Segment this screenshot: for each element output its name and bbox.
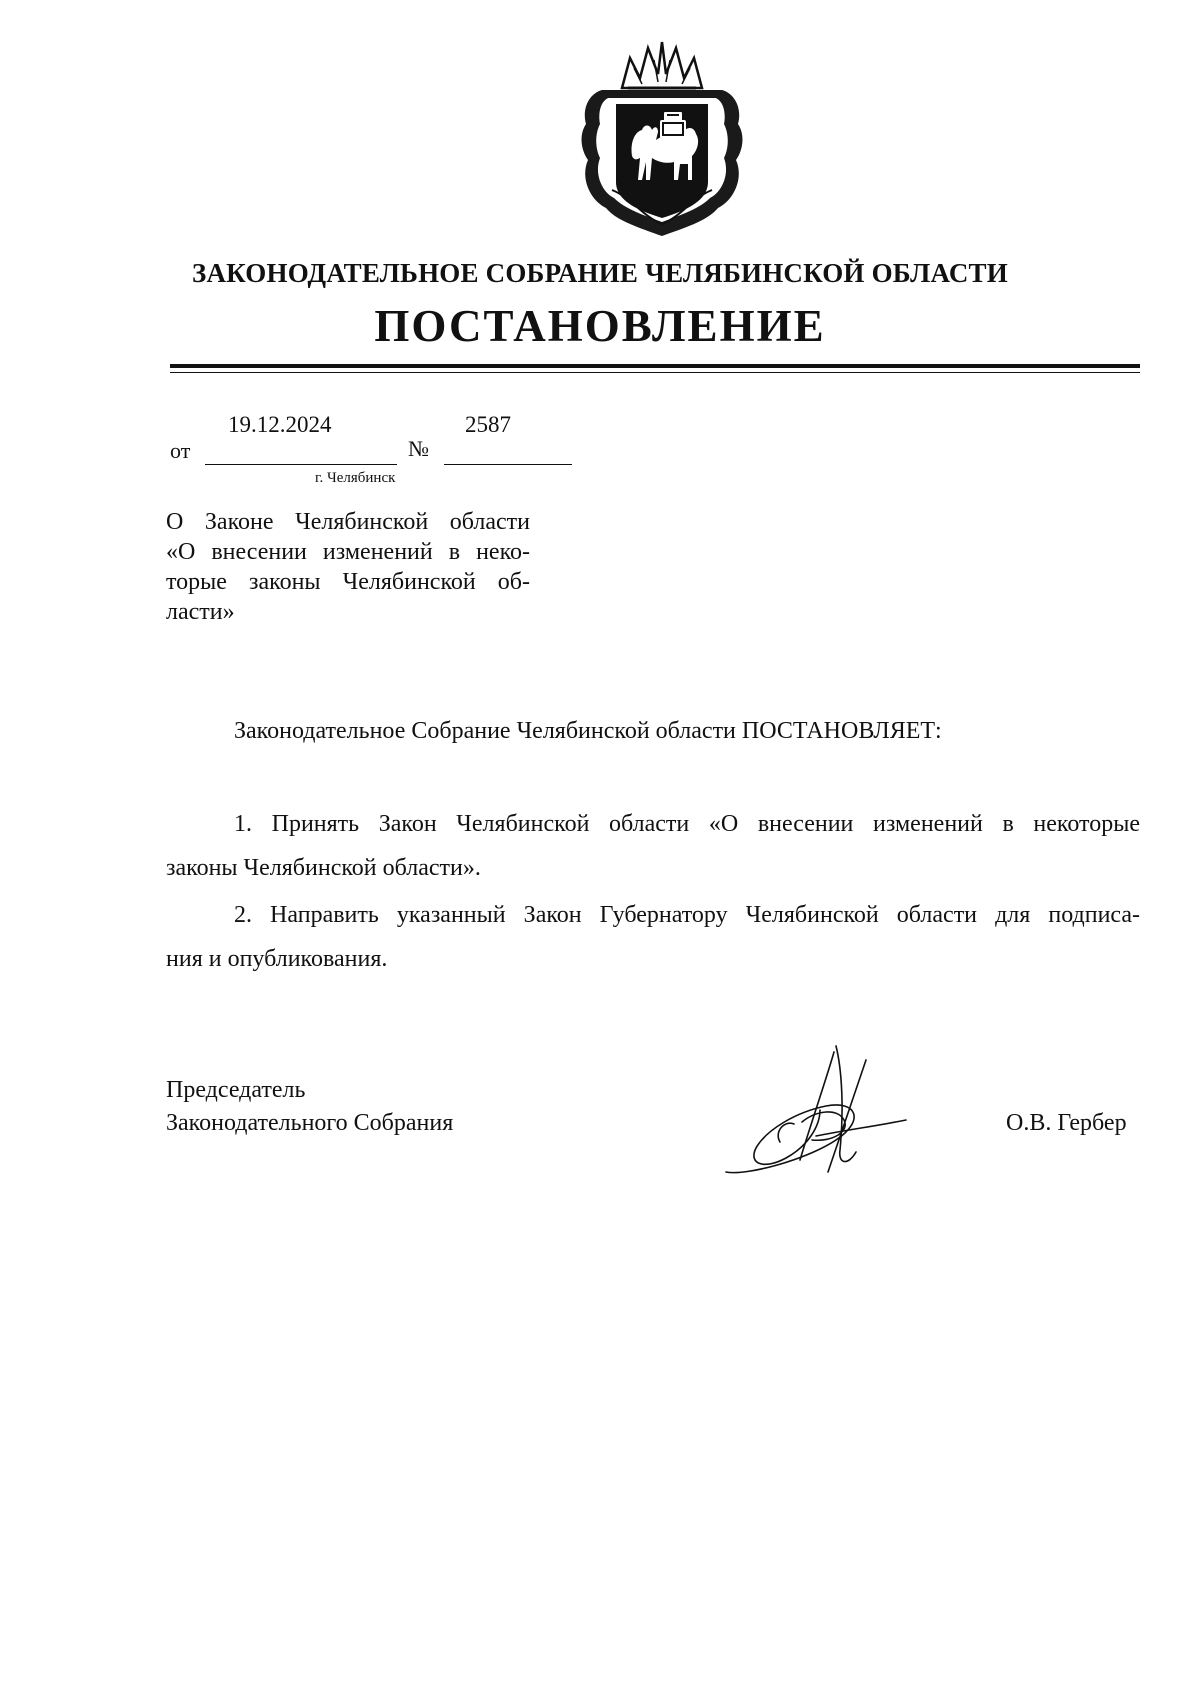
item-2-line-1: 2. Направить указанный Закон Губернатору Челябинской области для подписа- bbox=[234, 902, 1140, 928]
handwritten-signature bbox=[716, 1040, 926, 1180]
date-underline bbox=[205, 464, 397, 465]
signatory-title-line-2: Законодательного Собрания bbox=[166, 1110, 454, 1136]
date-label: от bbox=[170, 438, 191, 463]
document-subject bbox=[166, 507, 530, 627]
document-date: 19.12.2024 bbox=[228, 412, 332, 437]
item-2-line-2: ния и опубликования. bbox=[166, 946, 388, 972]
subject-line: О Законе Челябинской области bbox=[166, 509, 530, 535]
header-rule-thin bbox=[170, 372, 1140, 373]
document-city: г. Челябинск bbox=[315, 470, 396, 486]
preamble-text: Законодательное Собрание Челябинской области ПОСТАНОВЛЯЕТ: bbox=[234, 718, 942, 744]
number-label: № bbox=[408, 436, 429, 461]
item-1-line-1: 1. Принять Закон Челябинской области «О внесении изменений в некоторые bbox=[234, 811, 1140, 837]
document-number: 2587 bbox=[465, 412, 511, 437]
item-1-line-2: законы Челябинской области». bbox=[166, 855, 481, 881]
subject-line: торые законы Челябинской об- bbox=[166, 569, 530, 595]
subject-line: ласти» bbox=[166, 599, 235, 625]
header-rule-thick bbox=[170, 364, 1140, 368]
signatory-name: О.В. Гербер bbox=[1006, 1110, 1127, 1136]
number-underline bbox=[444, 464, 572, 465]
coat-of-arms-emblem bbox=[572, 40, 752, 240]
organization-title: ЗАКОНОДАТЕЛЬНОЕ СОБРАНИЕ ЧЕЛЯБИНСКОЙ ОБЛАСТИ bbox=[192, 258, 1008, 288]
subject-line: «О внесении изменений в неко- bbox=[166, 539, 530, 565]
signatory-title-line-1: Председатель bbox=[166, 1077, 306, 1103]
document-type-title: ПОСТАНОВЛЕНИЕ bbox=[374, 301, 826, 351]
